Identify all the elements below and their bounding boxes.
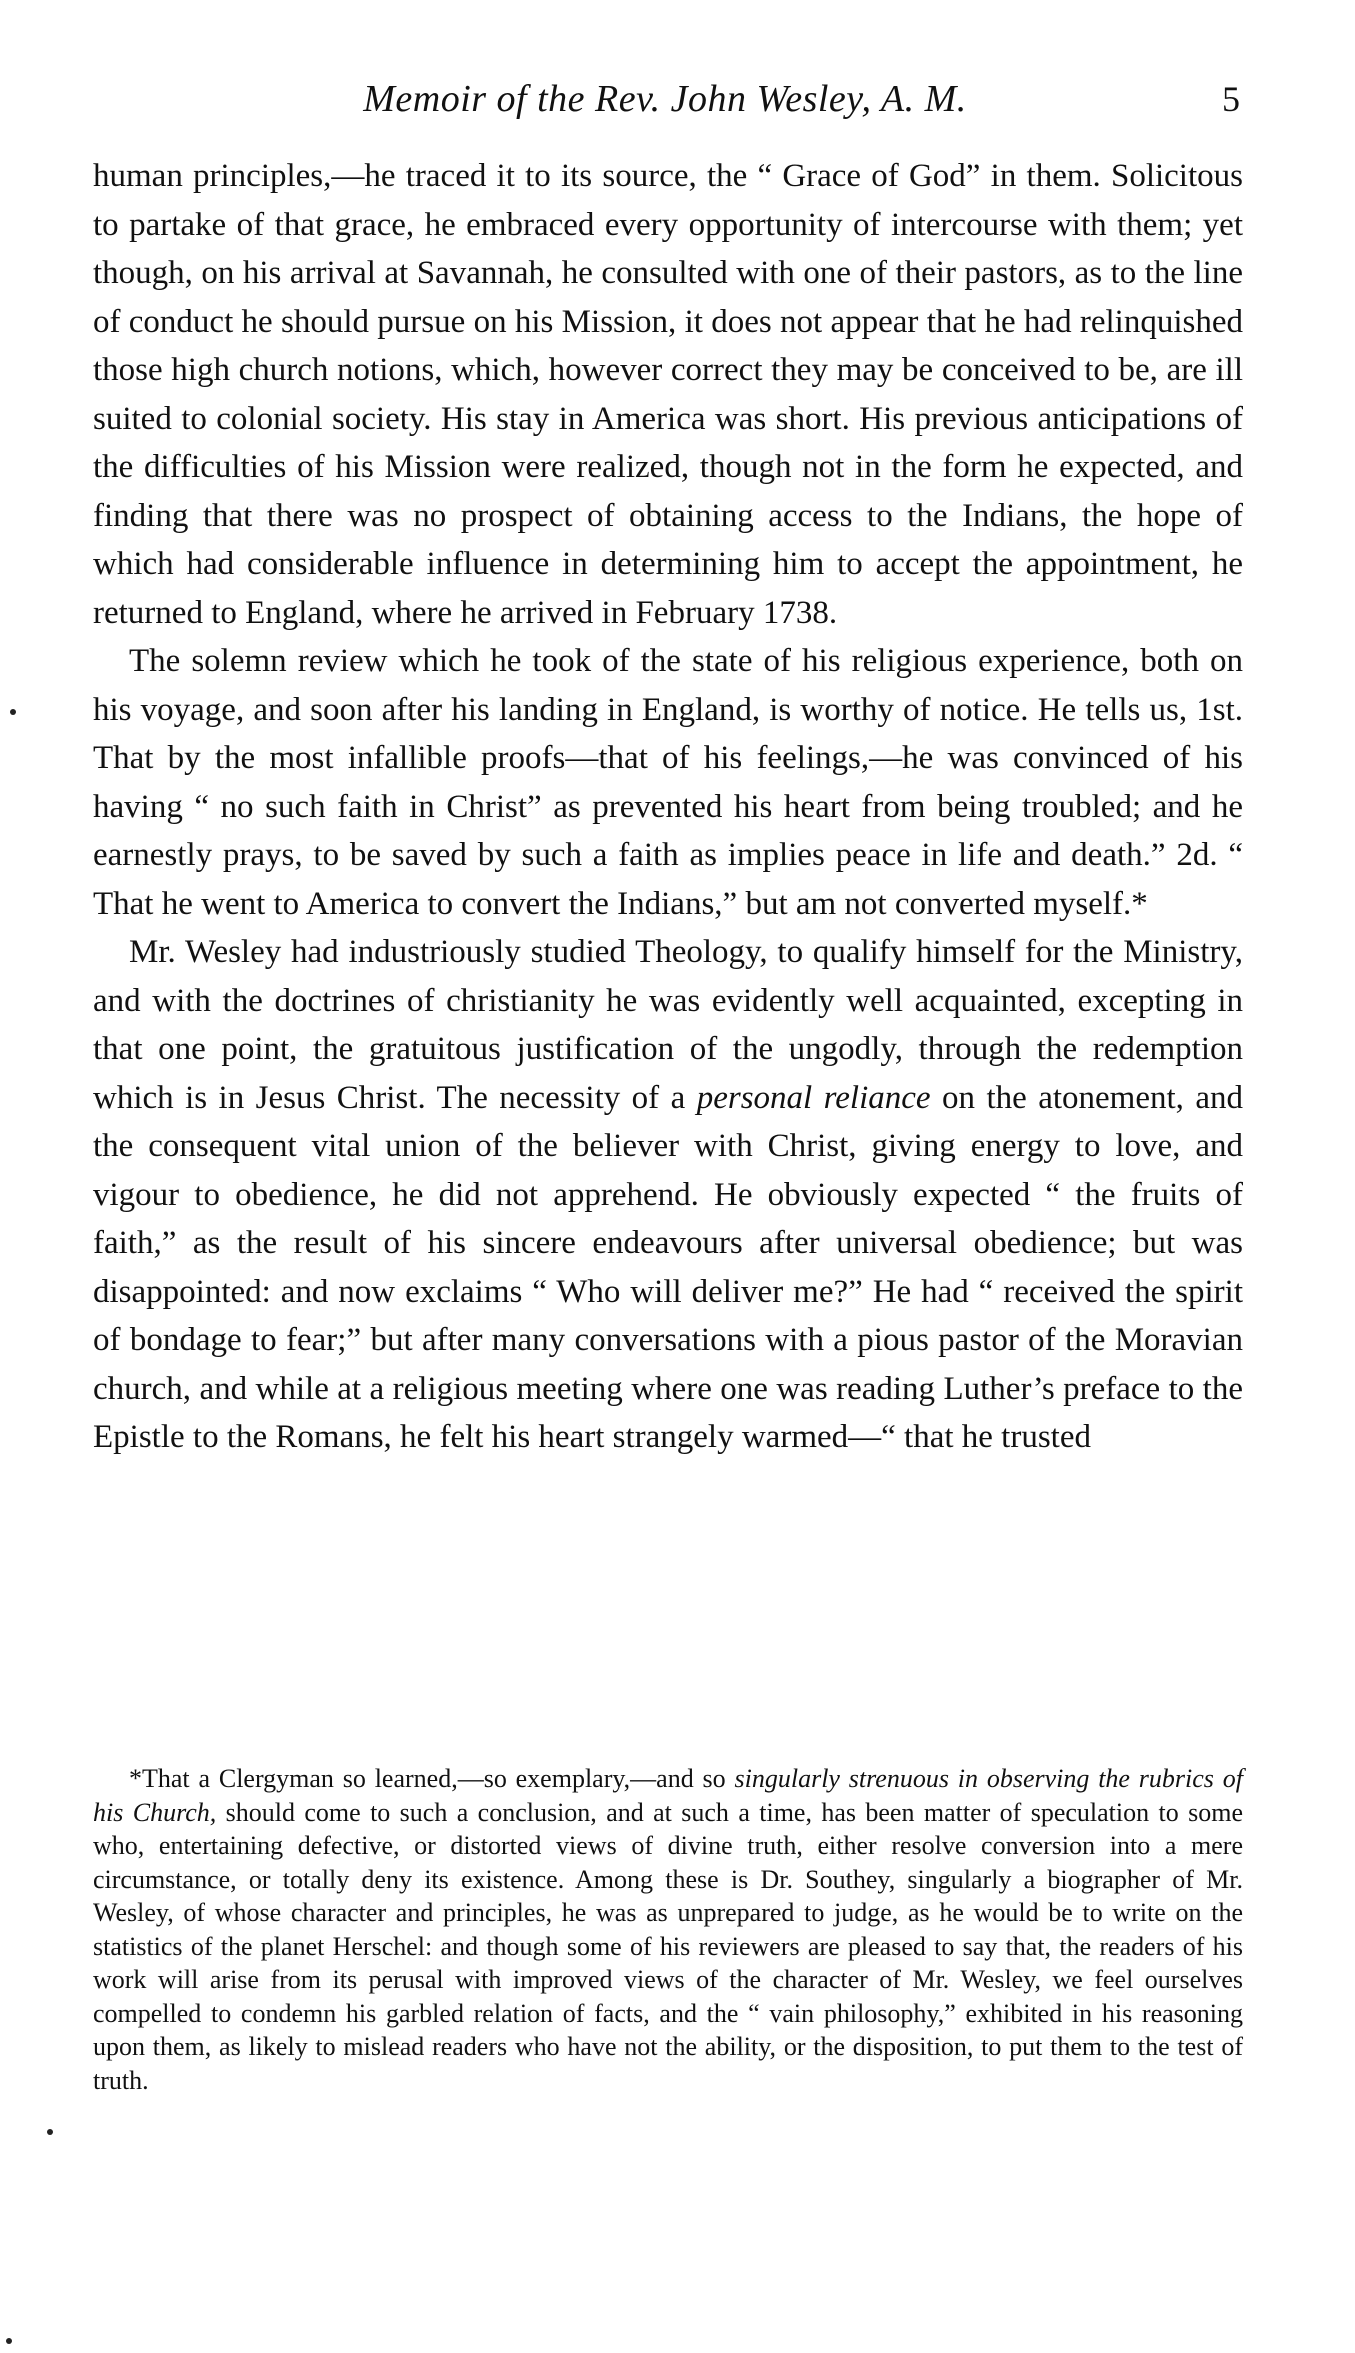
paragraph-theology-text-start: Mr. Wesley had industriously studied Theology, to qualify himself for the Ministry, and with the doctrines of christianity he was evidently well acquainted, excepting in that one point, the gratuitous justification of the ungodly, through the redemption which is in Jesus Christ. The necessity of a	[93, 934, 1243, 1116]
margin-speck	[47, 2129, 53, 2135]
paragraph-theology	[93, 928, 1243, 1462]
paragraph-review: The solemn review which he took of the state of his religious experience, both on his voyage, and soon after his landing in England, is worthy of notice. He tells us, 1st. That by the most infallible proofs—that of his feelings,—he was convinced of his having “ no such faith in Christ” as prevented his heart from being troubled; and he earnestly prays, to be saved by such a faith as implies peace in life and death.” 2d. “ That he went to America to convert the Indians,” but am not converted myself.*	[93, 643, 1243, 922]
emphasis-personal-reliance: personal reliance	[696, 1079, 931, 1116]
paragraph-continued: human principles,—he traced it to its source, the “ Grace of God” in them. Solicitous to partake of that grace, he embraced every opportunity of intercourse with them; yet though, on his arrival at Savannah, he consulted with one of their pastors, as to the line of conduct he should pursue on his Mission, it does not appear that he had relinquished those high church notions, which, however correct they may be conceived to be, are ill suited to colonial society. His stay in America was short. His previous anticipations of the difficulties of his Mission were realized, though not in the form he expected, and finding that there was no prospect of obtaining access to the Indians, the hope of which had considerable influence in determining him to accept the appointment, he returned to England, where he arrived in February 1738.	[93, 158, 1243, 631]
margin-speck	[10, 709, 16, 715]
footnote-text-end: should come to such a conclusion, and at such a time, has been matter of speculation to some who, entertaining defective, or distorted views of divine truth, either resolve conversion into a mere circumstance, or totally deny its existence. Among these is Dr. Southey, singularly a biographer of Mr. Wesley, of whose character and principles, he was as unprepared to judge, as he would be to write on the statistics of the planet Herschel: and though some of his reviewers are pleased to say that, the readers of his work will arise from its perusal with improved views of the character of Mr. Wesley, we feel ourselves compelled to condemn his garbled relation of facts, and the “ vain philosophy,” exhibited in his reasoning upon them, as likely to mislead readers who have not the ability, or the disposition, to put them to the test of truth.	[93, 1797, 1243, 2095]
body-text	[93, 152, 1243, 1462]
footnote-text-start: *That a Clergyman so learned,—so exemplary,—and so	[129, 1764, 735, 1793]
footnote	[93, 1762, 1243, 2097]
paragraph-theology-text-end: on the atonement, and the consequent vital union of the believer with Christ, giving energy to love, and vigour to obedience, he did not apprehend. He obviously expected “ the fruits of faith,” as the result of his sincere endeavours after universal obedience; but was disappointed: and now exclaims “ Who will deliver me?” He had “ received the spirit of bondage to fear;” but after many conversations with a pious pastor of the Moravian church, and while at a religious meeting where one was reading Luther’s preface to the Epistle to the Romans, he felt his heart strangely warmed—“ that he trusted	[93, 1079, 1243, 1455]
running-head	[90, 74, 1240, 124]
running-title: Memoir of the Rev. John Wesley, A. M.	[363, 78, 967, 120]
page-number: 5	[1222, 79, 1240, 119]
margin-speck	[6, 2338, 12, 2344]
footnote-emphasis: singularly strenuous in observing the rubrics of his Church,	[93, 1764, 1243, 1827]
